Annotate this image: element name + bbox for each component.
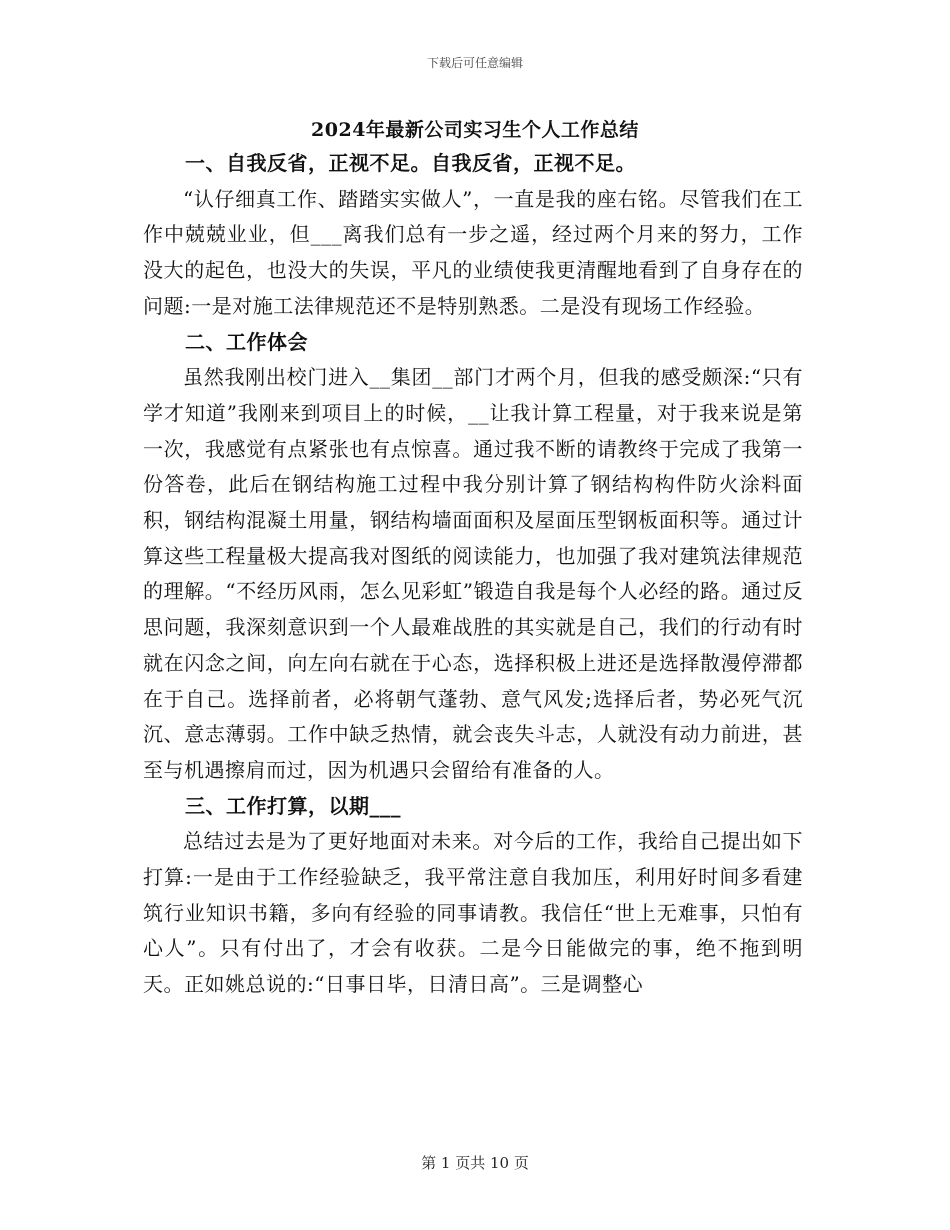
header-note: 下载后可任意编辑 (426, 56, 523, 70)
section-1-paragraph: “认仔细真工作、踏踏实实做人”，一直是我的座右铭。尽管我们在工作中兢兢业业，但___离我们总有一步之遥，经过两个月来的努力，工作没大的起色，也没大的失误，平凡的业绩使我更清醒地看到了自身存在的问题:一是对施工法律规范还不是特别熟悉。二是没有现场工作经验。 (143, 186, 803, 318)
page-footer: 第 1 页共 10 页 (421, 1154, 529, 1172)
document-title: 2024年最新公司实习生个人工作总结 (311, 119, 639, 141)
section-2-heading: 二、工作体会 (185, 329, 308, 354)
section-3-heading: 三、工作打算，以期___ (185, 793, 401, 818)
section-2-paragraph: 虽然我刚出校门进入__集团__部门才两个月，但我的感受颇深:“只有学才知道”我刚来到项目上的时候，__让我计算工程量，对于我来说是第一次，我感觉有点紧张也有点惊喜。通过我不断的请教终于完成了我第一份答卷，此后在钢结构施工过程中我分别计算了钢结构构件防火涂料面积，钢结构混凝土用量，钢结构墙面面积及屋面压型钢板面积等。通过计算这些工程量极大提高我对图纸的阅读能力，也加强了我对建筑法律规范的理解。“不经历风雨，怎么见彩虹”锻造自我是每个人必经的路。通过反思问题，我深刻意识到一个人最难战胜的其实就是自己，我们的行动有时就在闪念之间，向左向右就在于心态，选择积极上进还是选择散漫停滞都在于自己。选择前者，必将朝气蓬勃、意气风发;选择后者，势必死气沉沉、意志薄弱。工作中缺乏热情，就会丧失斗志，人就没有动力前进，甚至与机遇擦肩而过，因为机遇只会留给有准备的人。 (143, 365, 803, 782)
section-1-heading: 一、自我反省，正视不足。自我反省，正视不足。 (185, 151, 636, 175)
document-body (143, 146, 803, 1003)
section-3-paragraph: 总结过去是为了更好地面对未来。对今后的工作，我给自己提出如下打算:一是由于工作经验缺乏，我平常注意自我加压，利用好时间多看建筑行业知识书籍，多向有经验的同事请教。我信任“世上无难事，只怕有心人”。只有付出了，才会有收获。二是今日能做完的事，绝不拖到明天。正如姚总说的:“日事日毕，日清日高”。三是调整心 (143, 829, 803, 997)
